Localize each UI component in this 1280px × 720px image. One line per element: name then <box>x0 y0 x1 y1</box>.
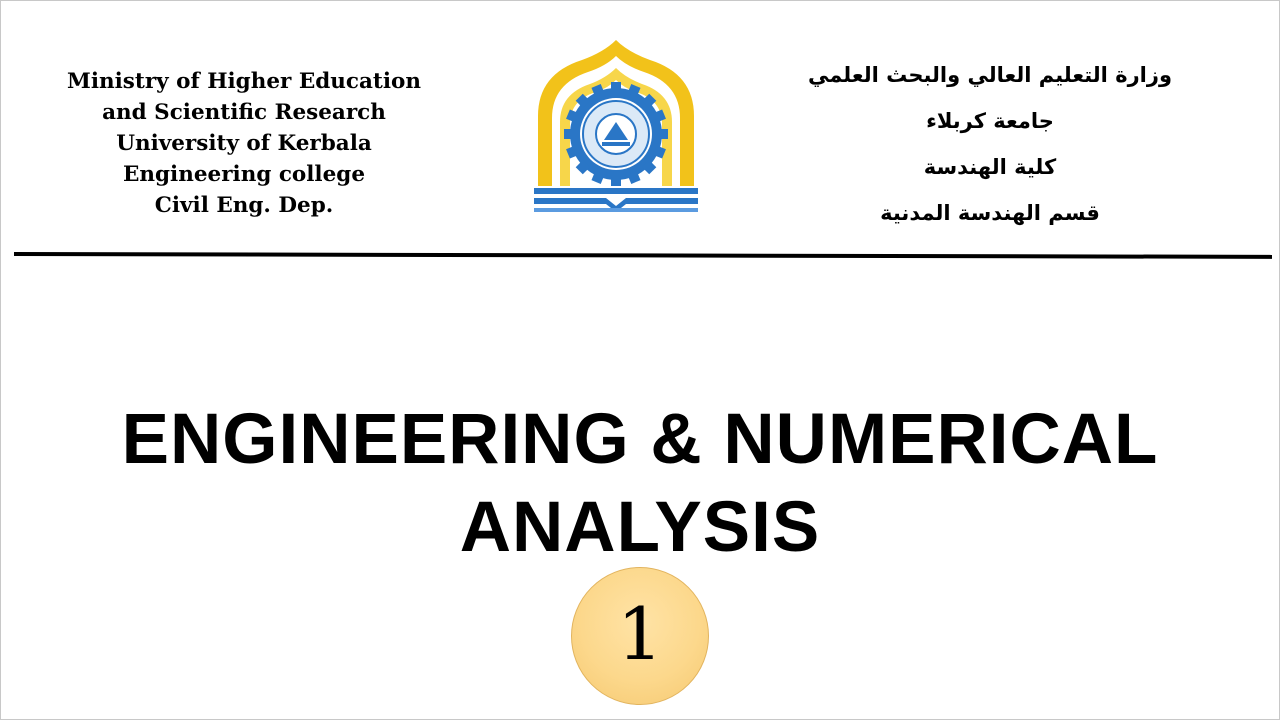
header-arabic-line-ministry: وزارة التعليم العالي والبحث العلمي <box>807 63 1173 87</box>
header-arabic-block <box>790 52 1190 236</box>
page-title-line-1: ENGINEERING & NUMERICAL <box>121 400 1159 479</box>
header-arabic-line-university: جامعة كربلاء <box>926 109 1054 133</box>
header-english-block <box>40 66 448 221</box>
header-arabic-line-college: كلية الهندسة <box>923 155 1057 179</box>
university-emblem-icon <box>526 38 706 218</box>
header-english-line-ministry: Ministry of Higher Education <box>67 69 421 94</box>
lecture-number: 1 <box>617 592 663 676</box>
page-title <box>0 396 1280 572</box>
header-english-line-university: University of Kerbala <box>116 131 372 156</box>
header-english-line-college: Engineering college <box>122 162 365 187</box>
page-title-line-2: ANALYSIS <box>459 488 821 567</box>
lecture-number-badge <box>571 567 709 705</box>
header-english-line-research: and Scientific Research <box>102 100 386 125</box>
header-arabic-line-department: قسم الهندسة المدنية <box>880 201 1100 225</box>
header-english-line-department: Civil Eng. Dep. <box>154 193 334 218</box>
